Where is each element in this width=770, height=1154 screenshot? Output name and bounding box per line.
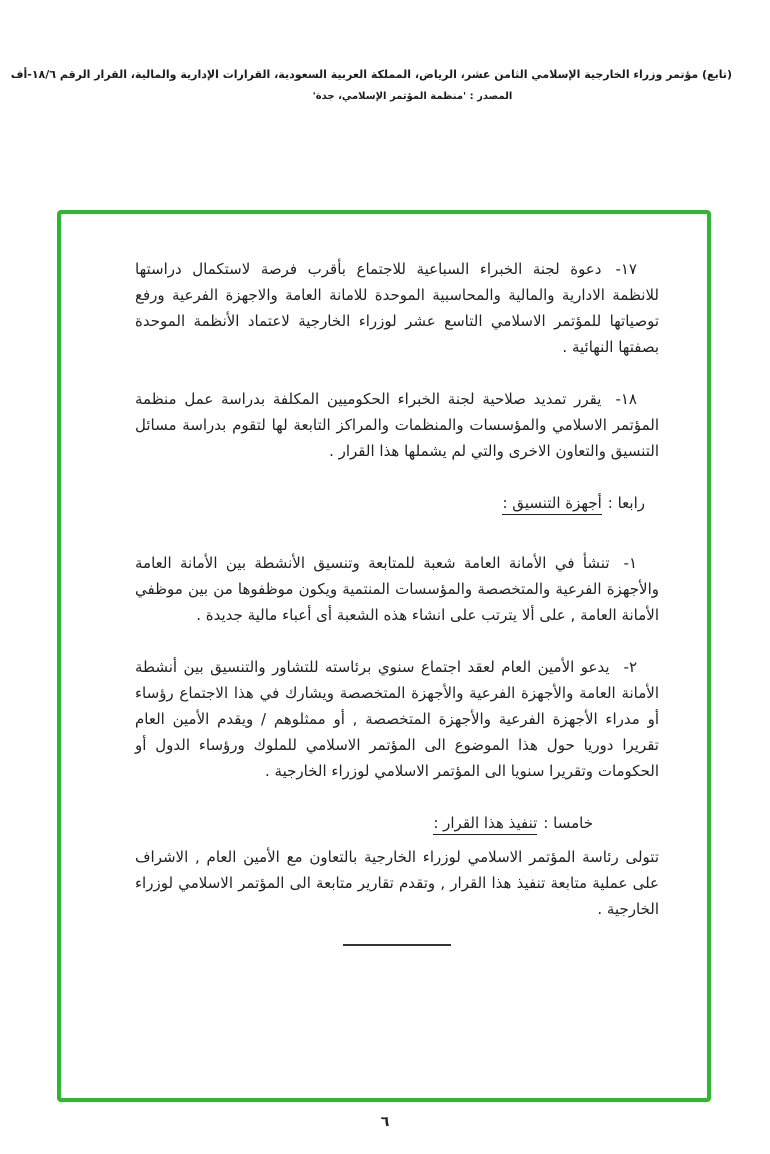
document-page xyxy=(0,68,770,1130)
header-source: المصدر : 'منظمة المؤتمر الإسلامي، جدة' xyxy=(312,91,513,102)
content-frame xyxy=(57,210,711,1102)
section-fourth-title: أجهزة التنسيق : xyxy=(502,494,601,515)
section-fifth-title: تنفيذ هذا القرار : xyxy=(433,814,537,835)
item-number-1: ١- xyxy=(623,554,637,572)
section-heading-fourth xyxy=(135,490,659,516)
section-heading-fifth xyxy=(135,810,659,836)
paragraph-1 xyxy=(135,550,659,628)
document-body xyxy=(135,256,659,1076)
paragraph-18 xyxy=(135,386,659,464)
paragraph-2 xyxy=(135,654,659,784)
item-text-18: يقرر تمديد صلاحية لجنة الخبراء الحكوميين المكلفة بدراسة عمل منظمة المؤتمر الاسلامي والمؤسسات والمنظمات والمراكز التابعة لها لتقوم بدراسة مسائل التنسيق والتعاون الاخرى والتي لم يشملها هذا القرار . xyxy=(135,390,659,460)
page-header xyxy=(0,68,770,102)
item-text-2: يدعو الأمين العام لعقد اجتماع سنوي برئاسته للتشاور والتنسيق بين أنشطة الأمانة العامة والأجهزة الفرعية والأجهزة المتخصصة ويشارك في هذا الاجتماع رؤساء أو مدراء الأجهزة الفرعية والأجهزة المتخصصة , أو ممثلوهم / ويقدم الأمين العام تقريرا دوريا حول هذا الموضوع الى المؤتمر الاسلامي للملوك ورؤساء الدول أو الحكومات وتقريرا سنويا الى المؤتمر الاسلامي لوزراء الخارجية . xyxy=(135,658,659,780)
header-citation: (تابع) مؤتمر وزراء الخارجية الإسلامي الثامن عشر، الرياض، المملكة العربية السعودية، القرارات الإدارية والمالية، القرار الرقم ١٨/٦-أف xyxy=(10,68,732,81)
item-text-1: تنشأ في الأمانة العامة شعبة للمتابعة وتنسيق الأنشطة بين الأمانة العامة والأجهزة الفرعية والمتخصصة والمؤسسات المنتمية ويكون موظفوها من بين موظفي الأمانة العامة , على ألا يترتب على انشاء هذه الشعبة أى أعباء مالية جديدة . xyxy=(135,554,659,624)
item-number-17: ١٧- xyxy=(615,260,637,278)
end-rule xyxy=(343,944,451,946)
page-number: ٦ xyxy=(380,1114,390,1130)
section-fourth-label: رابعا : xyxy=(607,494,645,512)
closing-paragraph: تتولى رئاسة المؤتمر الاسلامي لوزراء الخارجية بالتعاون مع الأمين العام , الاشراف على عملية متابعة تنفيذ هذا القرار , وتقدم تقارير متابعة الى المؤتمر الاسلامي لوزراء الخارجية . xyxy=(135,848,659,918)
item-number-2: ٢- xyxy=(623,658,637,676)
item-text-17: دعوة لجنة الخبراء السباعية للاجتماع بأقرب فرصة لاستكمال دراستها للانظمة الادارية والمالية والمحاسبية الموحدة للامانة العامة والاجهزة الفرعية ورفع توصياتها للمؤتمر الاسلامي التاسع عشر لوزراء الخارجية لاعتماد الأنظمة الموحدة بصفتها النهائية . xyxy=(135,260,659,356)
item-number-18: ١٨- xyxy=(615,390,637,408)
section-fifth-label: خامسا : xyxy=(543,814,593,832)
paragraph-17 xyxy=(135,256,659,360)
